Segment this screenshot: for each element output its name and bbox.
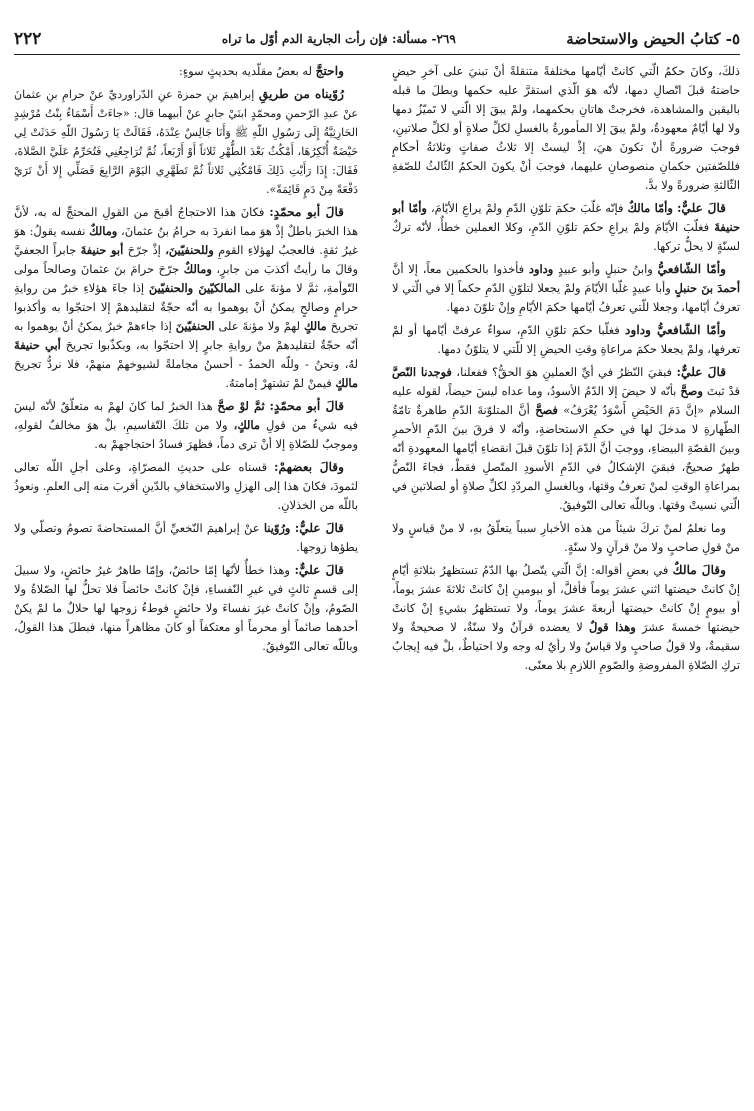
paragraph-lead: قالَ عليٌّ: xyxy=(294,563,344,577)
text: في بعضِ أقواله: إنَّ الّتي يتّصلُ بها الدّمُ تستظهرُ بثلاثةِ أيّامٍ إنْ كانتْ حيضتها اثني عشرَ يوماً فأقلَّ، أو بيومينِ إنْ كانتْ ثلاثةَ عشرَ يوماً، أو بيومٍ إنْ كانتْ حيضتها أربعةَ عشرَ يوماً، ولا تستظهرُ بشيءٍ إنْ كانتْ حيضتها خمسةَ عشرَ xyxy=(392,563,740,634)
keyword: وأمّا مالكٌ xyxy=(627,201,673,215)
text: وأبا عبيدٍ غلّبا الأيّامَ ولمْ يجعلا لتلوّنِ الدّمِ حكماً إلا في الّتي لا تعرفُ أيّامها، وجعلا للّتي تعرفُ أيّامها حكمَ الأيّامِ وإنْ تلوّنَ دمها. xyxy=(392,281,740,314)
text: إذْ جرّحَ xyxy=(127,243,161,257)
text: فإنّه غلّبَ حكمَ تلوّنِ الدّمِ ولمْ يراعِ الأيّامَ، xyxy=(430,201,624,215)
text: فغلّبا حكمَ تلوّنِ الدّمِ، سواءٌ عرفتْ أيّامها أو لمْ تعرفها، ولمْ يجعلا حكمَ مراعاةِ وقتِ الحيضِ إلا للّتي لا يتلوّنُ دمها. xyxy=(392,323,740,356)
paragraph-lead: وأمّا الشّافعيُّ xyxy=(657,262,726,276)
text: بأنّه لا حيضَ إلا الدّمُ الأسودُ، وما عداه ليسَ حيضاً، لقوله عليه السلام «إنَّ دَمَ الحَيْضِ أَسْوَدُ يُعْرَفُ» xyxy=(392,384,740,417)
page-number: ٢٢٢ xyxy=(14,29,42,49)
text: له بعضُ مقلّديه بحديثٍ سوءٍ: xyxy=(178,64,313,78)
text: إذا جاءهمْ خبرٌ يمكنُ أنْ يوهموا به أنّه حجّةٌ لتقليدهمْ منْ روايةِ جابرٍ إلا احتجّوا به، وبكذّبوا تجريحَ xyxy=(14,319,358,352)
text: قدْ ثبتَ xyxy=(706,384,740,398)
keyword: أبي حنيفةَ xyxy=(14,338,61,352)
paragraph xyxy=(392,321,740,359)
paragraph xyxy=(392,363,740,515)
paragraph-lead: قالَ أبو محمّدٍ: xyxy=(269,399,345,413)
keyword: ثمَّ لوْ صحَّ xyxy=(217,399,265,413)
paragraph xyxy=(14,458,358,515)
text: لهمْ ولا مؤنةَ على xyxy=(218,319,301,333)
text: نفسه يقولُ: هوَ غيرُ ثقةٍ. فالعجبُ لهؤلاءِ القومِ xyxy=(14,224,358,257)
right-column xyxy=(392,62,740,1103)
text: ذلكَ، وكانَ حكمُ الَّتي كانتْ أيّامها مختلفةً متنقلةً أنْ تبنيَ على آخرِ حيضٍ حاضتهُ قبلَ اتّصالِ دمها، لأنّه هوَ الّذي استقرَّ عليه حكمها وبطلَ ما قبله باليقين والمشاهدة، فخرجتْ هاتانِ بحكمهما، ولمْ يبقَ إلا الّتي لا تَميّزُ دمها ولا لها أيّامٌ معهودةٌ، ولمْ يبقَ إلا المأمورةُ بالغسلِ لكلِّ صلاةٍ أو لكلِّ صلاتينِ، فوجبَ ضرورةً أنْ تكونَ هيَ، إذْ ليستْ إلا ثلاثُ صفاتٍ وثلاثةُ أحكامٍ فللصّفتين حكمانِ منصوصانِ عليهما، فوجبَ أنْ يكونَ الحكمُ الثّالثُ للصّفةِ الثّالثةِ ضرورةً ولا بدَّ. xyxy=(392,64,740,192)
paragraph-lead: وقالَ بعضهمْ: xyxy=(274,460,345,474)
paragraph xyxy=(392,519,740,557)
text: فبقيَ النّظرُ في أيِّ العملينِ هوَ الحقُّ؟ ففعلنا، xyxy=(456,365,672,379)
text: لا يعضده قرآنٌ ولا سنّةٌ، لا صحيحةٌ ولا سقيمةٌ، ولا قولُ صاحبٍ ولا قياسٌ ولا رأيٌ له وجه ولا احتياطٌ، بلْ فيه إيجابُ تركِ الصّلاةِ المفروضةِ والصّومِ اللازمِ بلا معنًى. xyxy=(392,620,740,672)
left-column xyxy=(14,62,358,1103)
paragraph-lead: قالَ عليٌّ: xyxy=(676,201,726,215)
keyword: وصحَّ xyxy=(680,384,703,398)
text: وما نعلمُ لمنْ تركَ شيئاً من هذه الأخبارِ سبباً يتعلّقُ بهِ، لا منْ قياسٍ ولا منْ قولِ صاحبٍ ولا منْ قرآنٍ ولا سنّةٍ. xyxy=(392,521,740,554)
text: ولا من تلكَ التّقاسيمِ، بلْ هوَ مخالفٌ لقولهِ، وموجبٌ للصّلاةِ إلا أنْ ترى دماً، فظهرَ فسادُ احتجاجهمْ به. xyxy=(14,418,358,451)
keyword: وللحنفيّينَ، xyxy=(165,243,214,257)
paragraph-lead: واحتجَّ xyxy=(315,64,344,78)
keyword: مالكٍ xyxy=(304,319,327,333)
text: عنْ إبراهيمَ النّخعيِّ أنَّ المستحاضةَ تصومُ وتصلّي ولا يطؤها زوجها. xyxy=(14,521,358,554)
paragraph xyxy=(14,203,358,393)
page-header xyxy=(14,28,740,50)
text: فيمنْ لمْ تشتهرْ إمامتهُ. xyxy=(225,376,332,390)
keyword: أحمدَ بنَ حنبلٍ xyxy=(674,281,740,295)
paragraph xyxy=(14,85,358,199)
paragraph xyxy=(14,519,358,557)
chapter-title: ٥- كتابُ الحيض والاستحاضة xyxy=(566,30,740,48)
text: فغلّبَ الأيّامَ ولمْ يراعِ حكمَ تلوّنِ الدّمِ، وكلا العملين خطأٌ، لأنّه تركٌ لسنّةٍ لا يحلُّ تركها. xyxy=(392,220,740,253)
paragraph-lead: وأمّا الشّافعيُّ وداود xyxy=(625,323,726,337)
paragraph xyxy=(392,62,740,195)
keyword: وأمّا أبو حنيفةَ xyxy=(392,201,740,234)
paragraph xyxy=(14,561,358,656)
text: لهُ، ونحنُ - وللّه الحمدُ - أحسنُ مجاملةً لشيوخهمْ منهمْ، فلا نردُّ تجريحَ xyxy=(14,357,358,371)
keyword: ومالكٌ xyxy=(89,224,118,238)
paragraph xyxy=(392,561,740,675)
text: وهذا خطأٌ لأنّها إمّا حائضٌ، وإمّا طاهرٌ غيرُ حائضٍ، ولا سبيلَ إلى قسمٍ ثالثٍ في غيرِ النّفساءِ، فإنْ كانتْ حائضاً فلا تحلُّ لها الصّلاةُ ولا الصّومُ، وإنْ كانتْ غيرَ نفساءَ ولا حائضٍ فوطءُ زوجها لها حلالٌ ما لمْ يكنْ أحدهما صائماً أو محرماً أو معتكفاً أو كانَ مظاهراً منها، فبطلَ هذا القولُ، وباللّه تعالى التّوفيقُ. xyxy=(14,563,358,653)
keyword: ومالكٌ xyxy=(183,262,212,276)
paragraph xyxy=(14,62,358,81)
text: هذا الخبرُ لما كانَ لهمْ به متعلّقٌ لأنّه ليسَ فيه شيءٌ من قولِ xyxy=(14,399,358,432)
paragraph-lead: رُوّيناه من طريقِ xyxy=(258,87,344,101)
keyword: الحنفيّينَ xyxy=(175,319,215,333)
paragraph-lead: وقالَ مالكٌ xyxy=(672,563,727,577)
keyword: وهذا قولٌ xyxy=(588,620,636,634)
paragraph xyxy=(392,260,740,317)
text: وابنُ حنبلٍ وأبو عبيدٍ xyxy=(557,262,653,276)
text: فأخذوا بالحكمين معاً، إلا أنَّ xyxy=(392,262,525,276)
paragraph-lead: قالَ أبو محمّدٍ: xyxy=(269,205,345,219)
keyword: فوجدنا النّصَّ xyxy=(392,365,452,379)
text: إذا جاءَ هؤلاءِ خبرٌ من روايةِ حرامٍ وصالحٍ يمكنُ أنْ يوهموا به أنّه حجّةٌ لتقليدهمْ إلا احتجّوا به وأكذبوا تجريحَ xyxy=(14,281,358,333)
keyword: مالكٍ xyxy=(335,376,358,390)
hadith-text: إبراهيمَ بنِ حمزةَ عنِ الدّراورديِّ عنْ حرامِ بنِ عثمانَ عنْ عبدِ الرّحمنِ ومحمّدٍ ابنَيْ جابرٍ عنْ أبيهما قال: «جاءَتْ أَسْمَاءُ بِنْتُ مُرْشِدٍ الحَارِثِيَّةُ إِلَى رَسُولِ اللّهِ ﷺ وَأَنَا جَالِسٌ عِنْدَهُ، فَقَالَتْ يَا رَسُولَ اللّهِ حَدَثَتْ لِي حَيْضَةٌ أُنْكِرُهَا، أَمْكُثُ بَعْدَ الطُّهْرِ ثَلاثاً أَوْ أَرْبَعاً، ثُمَّ تُرَاجِعُنِي فَتُحَرِّمُ عَلَيَّ الصَّلاةَ، فَقَالَ: إِذَا رَأَيْتِ ذَلِكَ فَامْكُثِي ثَلاثاً ثُمَّ تَطَهَّرِي اليَوْمَ الرَّابِعَ فَصَلِّي إِلا أَنْ تَرَيْ دَفْعَةً مِنْ دَمٍ قَائِمَةً». xyxy=(14,88,358,196)
text: جابراً الجعفيَّ وقالَ ما رأيتُ أكذبَ من جابرٍ، xyxy=(14,243,358,276)
keyword: وداود xyxy=(528,262,554,276)
keyword: المالكيّينَ والحنفيّينَ xyxy=(148,281,241,295)
paragraph xyxy=(14,397,358,454)
paragraph-lead: قالَ عليٌّ: xyxy=(676,365,727,379)
header-rule xyxy=(14,54,740,55)
issue-title: ٢٦٩- مسألة: فإن رأت الجارية الدم أوّل ما تراه xyxy=(221,32,456,46)
paragraph xyxy=(392,199,740,256)
keyword: أبو حنيفةَ xyxy=(80,243,124,257)
keyword: ورُوّينا xyxy=(263,521,291,535)
keyword: فصحَّ xyxy=(535,403,558,417)
paragraph-lead: قالَ عليٌّ: xyxy=(294,521,344,535)
text: جرّحَ حرامَ بنَ عثمانَ وصالحاً مولى التّوأمةِ، ثمَّ لا مؤنةَ على xyxy=(14,262,358,295)
text: فكانَ هذا الاحتجاجُ أقبحَ من القولِ المحتجِّ له به، لأنَّ هذا الخبرَ باطلٌ إذْ هوَ مما انفردَ به حرامُ بنُ عثمانَ، xyxy=(14,205,358,238)
text: قسناه على حديثِ المصرّاةِ، وعلى أجلِ اللّه تعالى لثمودَ، فكانَ هذا إلى الهزلِ والاستخفافِ بالدّينِ أقربَ منه إلى العلمِ. ونعوذُ باللّه من الخذلانِ. xyxy=(14,460,358,512)
keyword: مالكٍ، xyxy=(233,418,260,432)
text: أنَّ المتلوّنةَ الدّمِ طاهرةٌ تامّةُ الطّهارةِ لا مدخلَ لها في حكمِ الاستحاضةِ، وأنّه لا فرقَ بينَ الدّمِ الأحمرِ وبينَ القصّةِ البيضاءِ، ووجبَ أنَّ الدّمَ إذا تلوّنَ قبلَ انقضاءِ أيّامها المعهودةِ أنّه طهرٌ صحيحٌ، فبقيَ الإشكالُ في الدّمِ الأسودِ المتّصلِ فقطْ، فجاءَ النّصُّ بمراعاةِ الوقتِ لمنْ تعرفُ وقتها، وبالغسلِ المردّدِ لكلِّ صلاةٍ أو لصلاتينِ في الّتي نسيتْ وقتها. وباللّه تعالى التّوفيقُ. xyxy=(392,403,740,512)
